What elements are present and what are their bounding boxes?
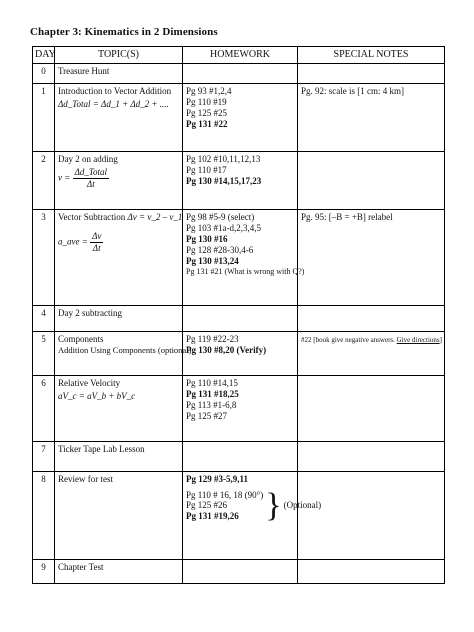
notes-cell [298,560,445,584]
topic-text: Day 2 subtracting [58,308,122,318]
topic-text: Addition Using Components (optional) [58,344,192,355]
topic-cell [55,84,183,152]
homework-item: Pg 113 #1-6,8 [186,399,237,410]
topic-text: Chapter Test [58,562,104,572]
table-row [33,442,445,472]
notes-cell: #22 [book give negative answers. Give directions] [298,332,445,376]
day-number: 1 [33,84,55,152]
day-number: 4 [33,306,55,332]
fraction: $\frac{\Delta v}{\Delta t}$ [92,230,102,253]
homework-item: Pg 125 #25 [186,107,228,118]
equation: a_ave = $\frac{\Delta v}{\Delta t}$ [58,230,102,253]
homework-item: Pg 130 #13,24 [186,255,239,266]
homework-item: Pg 98 #5-9 (select) [186,212,255,222]
topic-text: Vector Subtraction [58,212,126,222]
topic-text: Day 2 on adding [58,154,118,164]
topic-cell [55,442,183,472]
homework-item: Pg 130 #8,20 (Verify) [186,344,267,355]
fraction: $\frac{\text{Δd\_Total}}{\Delta t}$ [74,166,108,189]
homework-cell [183,472,322,560]
topic-cell [55,376,183,442]
homework-item: Pg 110 # 16, 18 (90°) [186,489,264,500]
header-homework: HOMEWORK [183,47,298,64]
day-number: 0 [33,64,55,84]
topic-cell [55,560,183,584]
brace-icon: } [265,486,282,524]
homework-item: Pg 125 #26 [186,500,228,511]
homework-item: Pg 131 #22 [186,118,228,129]
homework-item: Pg 131 #21 (What is wrong with Q?) [186,266,305,276]
header-day: DAY [33,47,55,64]
topic-cell [55,152,183,210]
homework-item: Pg 130 #16 [186,233,228,244]
homework-item: Pg 129 #3-5,9,11 [186,474,248,484]
homework-item: Pg 110 #17 [186,164,227,175]
homework-cell [183,210,305,306]
homework-cell [183,442,298,472]
homework-item: Pg 119 #22-23 [186,334,239,344]
table-row [33,472,445,560]
schedule-table [32,46,445,584]
note-link: Give directions [396,336,440,344]
table-row [33,84,445,152]
notes-cell [298,376,445,442]
notes-cell [298,64,445,84]
notes-cell [298,472,445,560]
table-row [33,152,445,210]
day-number: 6 [33,376,55,442]
table-row [33,64,445,84]
topic-text: Introduction to Vector Addition [58,86,172,96]
page-title: Chapter 3: Kinematics in 2 Dimensions [30,26,218,38]
note-text: Pg. 92: scale is [1 cm: 4 km] [301,86,404,96]
day-number: 7 [33,442,55,472]
homework-item: Pg 102 #10,11,12,13 [186,154,261,164]
optional-label: (Optional) [283,500,322,511]
homework-item: Pg 110 #14,15 [186,378,238,388]
homework-cell [183,376,298,442]
day-number: 3 [33,210,55,306]
homework-item: Pg 131 #19,26 [186,511,239,522]
notes-cell [298,152,445,210]
equation: Δv = v_2 – v_1 [127,212,183,222]
topic-text: Components [58,334,104,344]
table-row [33,560,445,584]
note-text: Pg. 95: [–B = +B] relabel [301,212,393,222]
topic-cell [55,64,183,84]
homework-item: Pg 131 #18,25 [186,388,239,399]
notes-cell [298,442,445,472]
header-row [33,47,445,64]
homework-item: Pg 110 #19 [186,96,227,107]
homework-cell [183,152,298,210]
day-number: 8 [33,472,55,560]
homework-item: Pg 125 #27 [186,410,228,421]
topic-text: Review for test [58,474,113,484]
topic-text: Treasure Hunt [58,66,110,76]
topic-cell [55,306,183,332]
equation: aV_c = aV_b + bV_c [58,390,136,401]
equation: Δd_Total = Δd_1 + Δd_2 + .... [58,98,169,109]
header-topics: TOPIC(S) [55,47,183,64]
homework-item: Pg 128 #28-30,4-6 [186,244,254,255]
topic-text: Relative Velocity [58,378,121,388]
table-row [33,376,445,442]
day-number: 5 [33,332,55,376]
table-row [33,210,445,306]
day-number: 2 [33,152,55,210]
homework-item: Pg 103 #1a-d,2,3,4,5 [186,222,261,233]
notes-cell [298,210,445,306]
note-text: #22 [book give negative answers. [301,336,395,344]
homework-cell [183,306,298,332]
homework-item: Pg 93 #1,2,4 [186,86,232,96]
notes-cell [298,306,445,332]
homework-item: Pg 130 #14,15,17,23 [186,175,262,186]
notes-cell [298,84,445,152]
homework-cell [183,332,298,376]
optional-group [186,486,322,524]
topic-text: Ticker Tape Lab Lesson [58,444,145,454]
topic-cell [55,332,192,376]
day-number: 9 [33,560,55,584]
table-row [33,332,445,376]
header-notes: SPECIAL NOTES [298,47,445,64]
equation: v = $\frac{\text{Δd\_Total}}{\Delta t}$ [58,166,108,189]
table-row [33,306,445,332]
homework-cell [183,64,298,84]
topic-cell [55,472,183,560]
homework-cell [183,84,298,152]
topic-cell [55,210,183,306]
homework-cell [183,560,298,584]
